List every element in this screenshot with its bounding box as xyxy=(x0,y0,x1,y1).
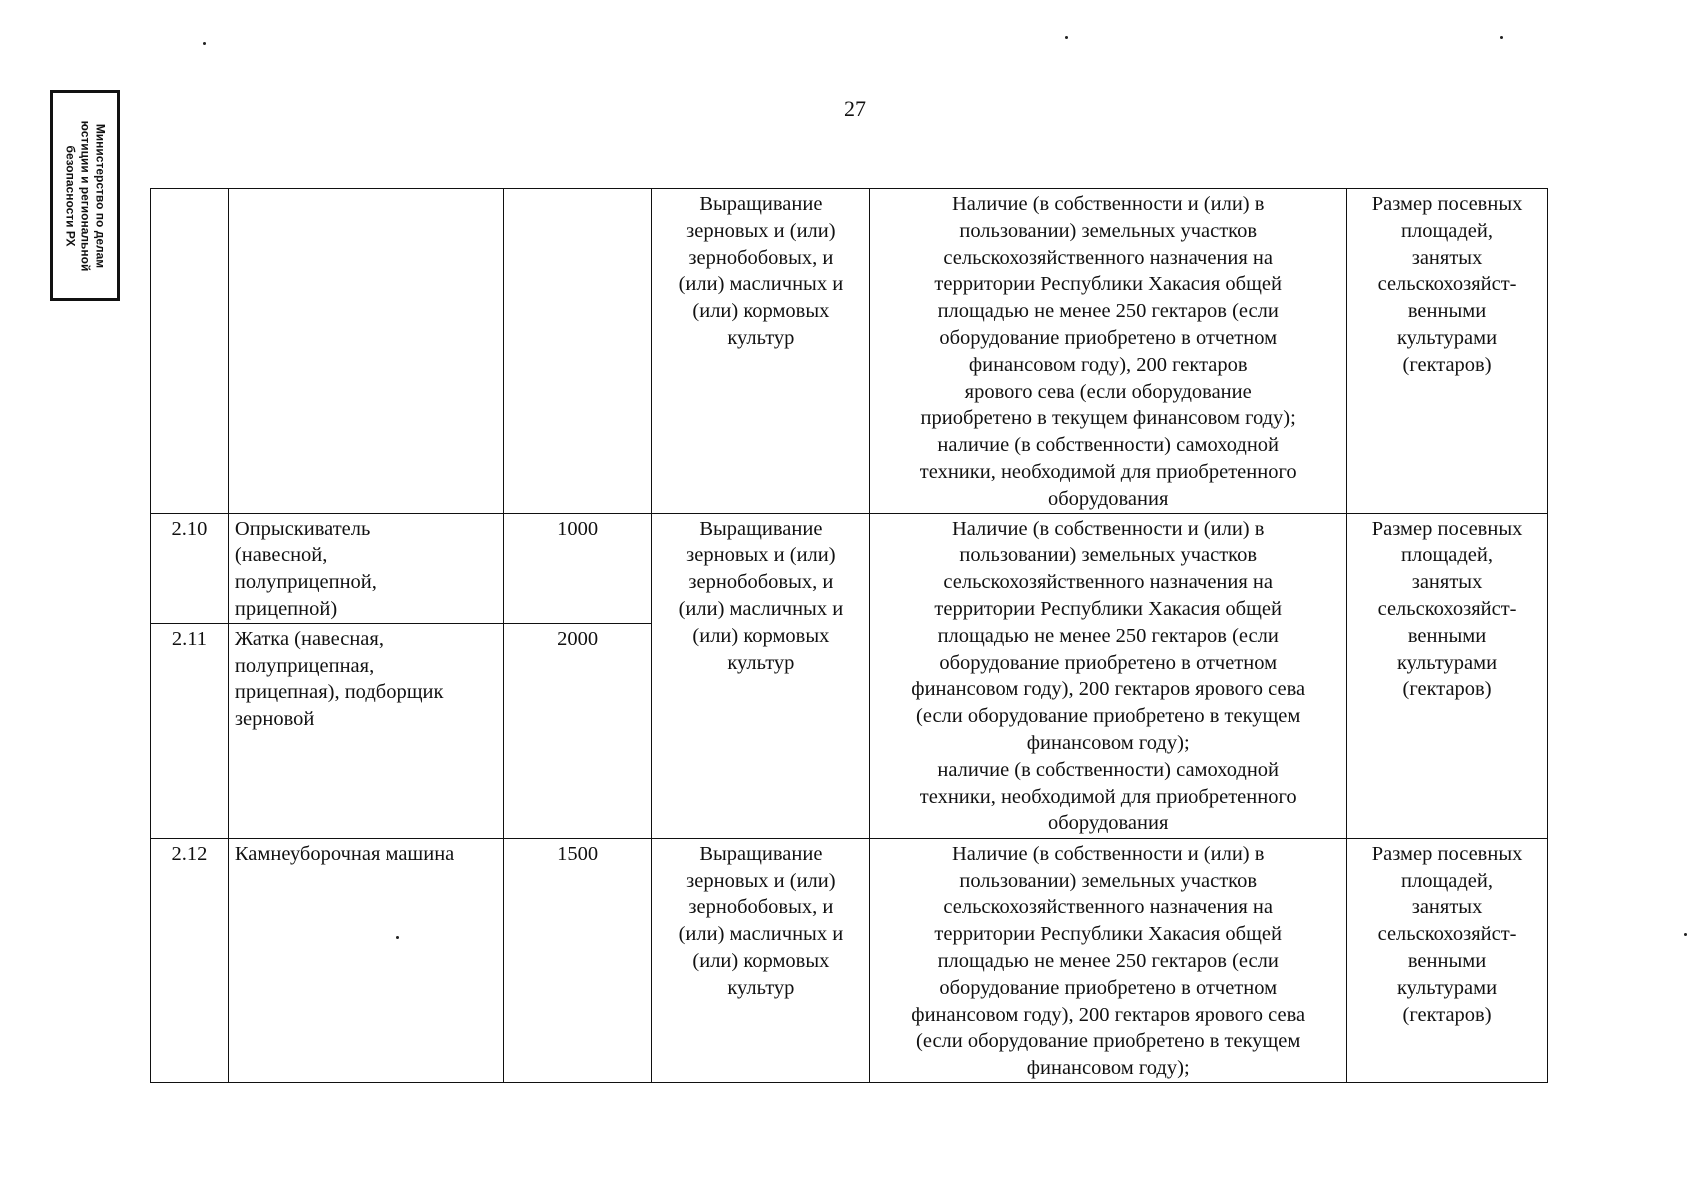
page-number: 27 xyxy=(844,96,866,121)
text-line: финансовом году), 200 гектаров ярового сева xyxy=(911,678,1306,701)
text-line: оборудование приобретено в отчетном xyxy=(939,651,1278,674)
text-line: площадью не менее 250 гектаров (если xyxy=(937,624,1279,647)
text-line: территории Республики Хакасия общей xyxy=(934,597,1282,620)
text-line: финансовом году), 200 гектаров ярового сева xyxy=(911,1003,1306,1026)
text-line: наличие (в собственности) самоходной xyxy=(937,758,1280,781)
text-line: сельскохозяйст- xyxy=(1377,597,1517,620)
text-line: Выращивание xyxy=(699,193,823,215)
text-line: полуприцепная, xyxy=(234,654,375,677)
condition-cell xyxy=(870,838,1347,1082)
text-line: наличие (в собственности) самоходной xyxy=(937,434,1280,457)
text-line: венными xyxy=(1407,949,1487,972)
stamp-line: Министерство по делам xyxy=(93,123,108,268)
amount-cell: 1000 xyxy=(503,513,652,623)
text-line: техники, необходимой для приобретенного xyxy=(919,785,1297,808)
text-line: занятых xyxy=(1411,896,1483,919)
amount-cell xyxy=(503,189,652,514)
scan-speck xyxy=(1500,36,1503,39)
text-line: (или) масличных и xyxy=(678,923,844,946)
text-line: финансовом году), 200 гектаров xyxy=(968,353,1248,376)
table-row xyxy=(151,189,1548,514)
text-line: занятых xyxy=(1411,246,1483,269)
text-line: культурами xyxy=(1397,976,1498,999)
amount-cell: 2000 xyxy=(503,623,652,838)
text-line: (навесной, xyxy=(234,544,328,567)
text-line: зерновой xyxy=(234,708,315,731)
text-line: площадей, xyxy=(1401,869,1494,892)
text-line: сельскохозяйственного назначения на xyxy=(943,896,1273,919)
text-line: территории Республики Хакасия общей xyxy=(934,273,1282,296)
text-line: пользовании) земельных участков xyxy=(959,219,1258,242)
text-line: (или) кормовых xyxy=(692,949,830,972)
scan-speck xyxy=(1684,933,1687,936)
equipment-name-cell xyxy=(228,838,503,1082)
indicator-cell xyxy=(1347,513,1548,838)
ministry-stamp xyxy=(50,90,120,301)
text-line: Камнеуборочная машина xyxy=(234,842,455,865)
equipment-name-cell xyxy=(228,623,503,838)
text-line: (или) масличных и xyxy=(678,273,844,296)
text-line: оборудования xyxy=(1047,812,1169,835)
text-line: культур xyxy=(727,326,795,349)
text-line: Наличие (в собственности и (или) в xyxy=(951,842,1265,865)
equipment-table xyxy=(150,188,1548,1083)
text-line: полуприцепной, xyxy=(234,571,377,594)
table-row xyxy=(151,513,1548,623)
stamp-line: безопасности РХ xyxy=(63,145,78,246)
text-line: приобретено в текущем финансовом году); xyxy=(920,407,1296,430)
text-line: сельскохозяйственного назначения на xyxy=(943,246,1273,269)
row-number-cell: 2.11 xyxy=(151,623,229,838)
text-line: площадей, xyxy=(1401,544,1494,567)
text-line: (если оборудование приобретено в текущем xyxy=(916,1030,1301,1053)
scan-speck xyxy=(396,936,399,939)
text-line: сельскохозяйственного назначения на xyxy=(943,571,1273,594)
table-row xyxy=(151,838,1548,1082)
text-line: (или) масличных и xyxy=(678,597,844,620)
text-line: (или) кормовых xyxy=(692,300,830,323)
text-line: культур xyxy=(727,651,795,674)
text-line: Опрыскиватель xyxy=(234,517,371,540)
scan-speck xyxy=(203,42,206,45)
text-line: венными xyxy=(1407,624,1487,647)
equipment-name-cell xyxy=(228,513,503,623)
text-line: Выращивание xyxy=(699,842,823,865)
text-line: пользовании) земельных участков xyxy=(959,544,1258,567)
row-number-cell xyxy=(151,189,229,514)
text-line: культурами xyxy=(1397,651,1498,674)
text-line: культурами xyxy=(1397,326,1498,349)
text-line: Наличие (в собственности и (или) в xyxy=(951,517,1265,540)
text-line: финансовом году); xyxy=(1026,731,1190,754)
text-line: пользовании) земельных участков xyxy=(959,869,1258,892)
indicator-cell xyxy=(1347,838,1548,1082)
text-line: Жатка (навесная, xyxy=(234,627,384,650)
text-line: финансовом году); xyxy=(1026,1057,1190,1080)
condition-cell xyxy=(870,513,1347,838)
text-line: прицепная), подборщик xyxy=(234,681,444,704)
text-line: ярового сева (если оборудование xyxy=(964,380,1252,403)
text-line: зерновых и (или) xyxy=(686,544,836,567)
text-line: (или) кормовых xyxy=(692,624,830,647)
ministry-stamp-text xyxy=(63,96,108,296)
text-line: (если оборудование приобретено в текущем xyxy=(916,705,1301,728)
text-line: Размер посевных xyxy=(1371,842,1523,865)
text-line: территории Республики Хакасия общей xyxy=(934,923,1282,946)
text-line: Наличие (в собственности и (или) в xyxy=(951,193,1265,215)
row-number-cell: 2.10 xyxy=(151,513,229,623)
indicator-cell xyxy=(1347,189,1548,514)
text-line: Размер посевных xyxy=(1371,517,1523,540)
text-line: сельскохозяйст- xyxy=(1377,923,1517,946)
text-line: Размер посевных xyxy=(1371,193,1523,215)
text-line: оборудование приобретено в отчетном xyxy=(939,976,1278,999)
text-line: площадью не менее 250 гектаров (если xyxy=(937,300,1279,323)
purpose-cell xyxy=(652,838,870,1082)
text-line: (гектаров) xyxy=(1402,678,1492,701)
text-line: оборудования xyxy=(1047,487,1169,510)
text-line: зернобобовых, и xyxy=(688,896,834,919)
text-line: площадью не менее 250 гектаров (если xyxy=(937,949,1279,972)
text-line: зерновых и (или) xyxy=(686,219,836,242)
purpose-cell xyxy=(652,189,870,514)
text-line: культур xyxy=(727,976,795,999)
scan-speck xyxy=(1065,36,1068,39)
condition-cell xyxy=(870,189,1347,514)
text-line: занятых xyxy=(1411,571,1483,594)
text-line: венными xyxy=(1407,300,1487,323)
equipment-name-cell xyxy=(228,189,503,514)
stamp-line: юстиции и региональной xyxy=(78,120,93,271)
text-line: (гектаров) xyxy=(1402,1003,1492,1026)
text-line: прицепной) xyxy=(234,597,338,620)
text-line: зернобобовых, и xyxy=(688,571,834,594)
purpose-cell xyxy=(652,513,870,838)
text-line: зерновых и (или) xyxy=(686,869,836,892)
text-line: техники, необходимой для приобретенного xyxy=(919,460,1297,483)
text-line: площадей, xyxy=(1401,219,1494,242)
text-line: оборудование приобретено в отчетном xyxy=(939,326,1278,349)
text-line: Выращивание xyxy=(699,517,823,540)
text-line: зернобобовых, и xyxy=(688,246,834,269)
text-line: сельскохозяйст- xyxy=(1377,273,1517,296)
row-number-cell: 2.12 xyxy=(151,838,229,1082)
amount-cell: 1500 xyxy=(503,838,652,1082)
text-line: (гектаров) xyxy=(1402,353,1492,376)
